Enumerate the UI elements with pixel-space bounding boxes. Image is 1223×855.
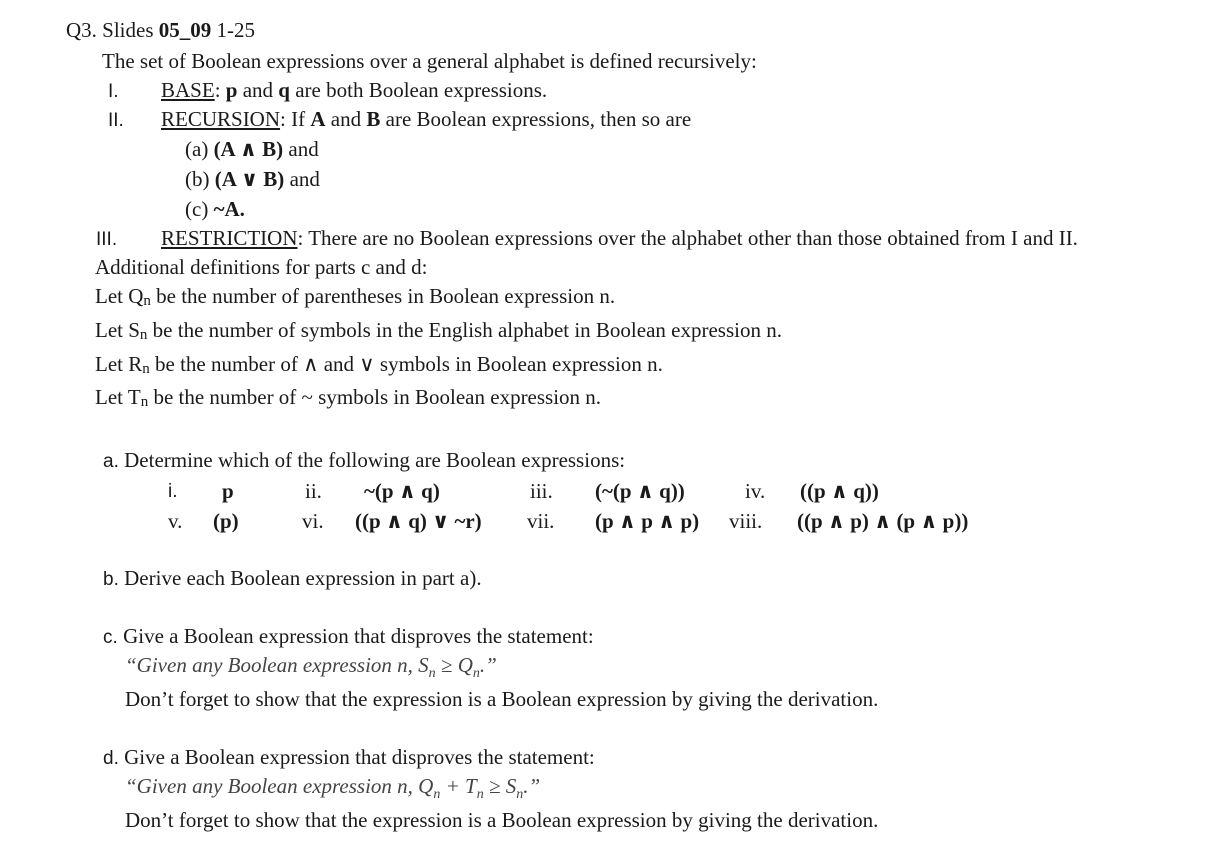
item-expression: ((p ∧ p) ∧ (p ∧ p)): [797, 509, 969, 533]
recursion-case-b: (b) (A ∨ B) and: [185, 167, 320, 191]
part-a-prompt: a. Determine which of the following are Boolean expressions:: [103, 448, 626, 472]
item-expression: ((p ∧ q)): [800, 479, 879, 503]
part-b-prompt: b. Derive each Boolean expression in part a).: [103, 566, 482, 590]
item-expression: (p): [213, 509, 239, 533]
item-number: iii.: [530, 479, 553, 503]
item-expression: (~(p ∧ q)): [595, 479, 685, 503]
item-number: i.: [168, 481, 178, 502]
recursion-case-a: (a) (A ∧ B) and: [185, 137, 319, 161]
definition-t: Let $T_n$ be the number of ~ symbols in Boolean expression n.: [95, 385, 602, 410]
rule-base: BASE: p and q are both Boolean expressions.: [161, 78, 548, 102]
numeral-ii: II.: [108, 110, 124, 131]
item-expression: (p ∧ p ∧ p): [595, 509, 700, 533]
item-number: ii.: [305, 479, 322, 503]
part-c-statement: “Given any Boolean expression n, $S_n \ge Q_n$.”: [125, 653, 497, 681]
base-label: BASE: [161, 78, 215, 102]
rule-restriction: RESTRICTION: There are no Boolean expressions over the alphabet other than those obtained from I and II.: [161, 226, 1078, 250]
part-d-statement: “Given any Boolean expression n, $Q_n + T_n \ge S_n$.”: [125, 774, 541, 802]
numeral-i: I.: [108, 81, 119, 102]
numeral-iii: III.: [96, 229, 118, 250]
item-number: v.: [168, 509, 183, 533]
item-expression: ~(p ∧ q): [364, 479, 440, 503]
rule-recursion: RECURSION: If A and B are Boolean expressions, then so are: [161, 107, 692, 131]
question-title: Q3. Slides 05_09 1-25: [66, 18, 256, 42]
item-number: iv.: [745, 479, 766, 503]
definition-r: Let $R_n$ be the number of ∧ and ∨ symbols in Boolean expression n.: [95, 352, 663, 377]
part-d-prompt: d. Give a Boolean expression that disproves the statement:: [103, 745, 595, 769]
restriction-label: RESTRICTION: [161, 226, 298, 250]
definition-s: Let $S_n$ be the number of symbols in the English alphabet in Boolean expression n.: [95, 318, 782, 343]
part-c-prompt: c. Give a Boolean expression that disproves the statement:: [103, 624, 594, 648]
additional-definitions-heading: Additional definitions for parts c and d:: [95, 255, 428, 279]
item-number: vii.: [527, 509, 555, 533]
item-number: viii.: [729, 509, 763, 533]
definition-q: Let $Q_n$ be the number of parentheses in Boolean expression n.: [95, 284, 616, 309]
intro-text: The set of Boolean expressions over a general alphabet is defined recursively:: [102, 49, 757, 73]
part-d-note: Don’t forget to show that the expression is a Boolean expression by giving the derivation.: [125, 808, 879, 832]
recursion-case-c: (c) ~A.: [185, 197, 245, 221]
recursion-label: RECURSION: [161, 107, 281, 131]
item-expression: p: [222, 479, 234, 503]
part-c-note: Don’t forget to show that the expression is a Boolean expression by giving the derivation.: [125, 687, 879, 711]
item-number: vi.: [302, 509, 324, 533]
item-expression: ((p ∧ q) ∨ ~r): [355, 509, 482, 533]
